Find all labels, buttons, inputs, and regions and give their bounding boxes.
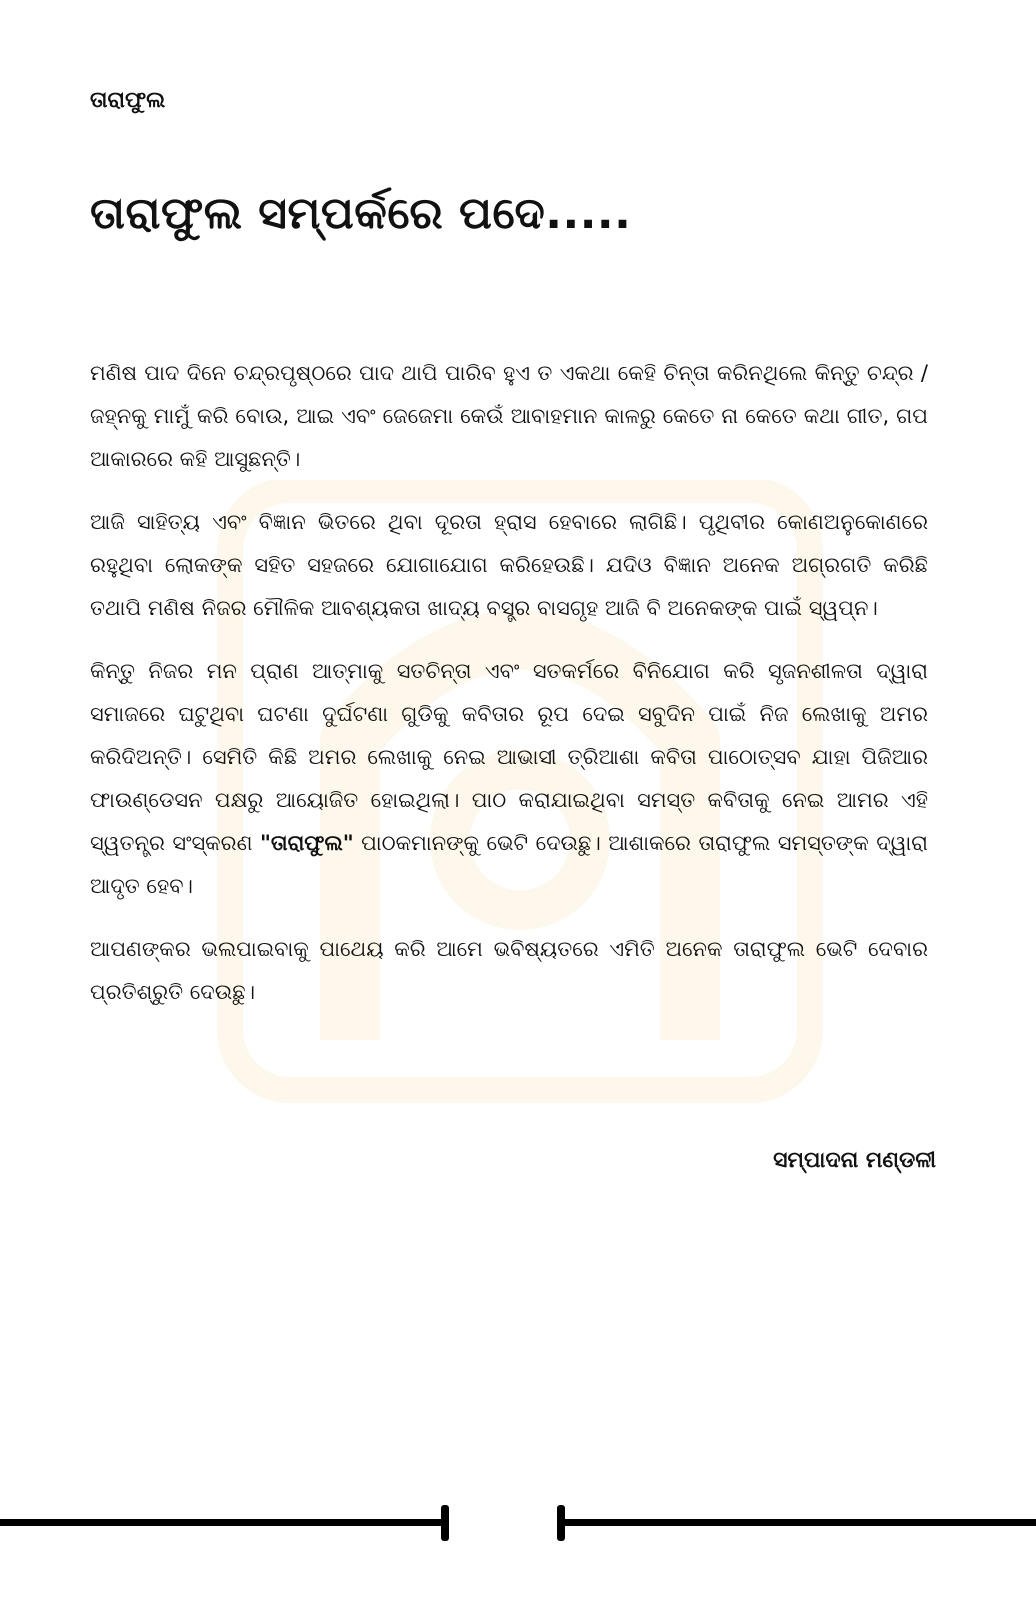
paragraph-3: [90, 650, 928, 908]
paragraph-4: ଆପଣଙ୍କର ଭଲପାଇବାକୁ ପାଥେୟ କରି ଆମେ ଭବିଷ୍ୟତରେ ଏମିତି ଅନେକ ତାରାଫୁଲ ଭେଟି ଦେବାର ପ୍ରତିଶ୍ରୁତି ଦେଉଛୁ।: [90, 937, 928, 1004]
footer-divider-rule-icon: [0, 1503, 1036, 1543]
paragraph-1: ମଣିଷ ପାଦ ଦିନେ ଚନ୍ଦ୍ରପୃଷ୍ଠରେ ପାଦ ଥାପି ପାରିବ ହୁଏ ତ ଏକଥା କେହି ଚିନ୍ତା କରିନଥିଲେ କିନ୍ତୁ ଚନ୍ଦ୍ର / ଜହ୍ନକୁ ମାମୁଁ କରି ବୋଉ, ଆଇ ଏବଂ ଜେଜେମା କେଉଁ ଆବାହମାନ କାଳରୁ କେତେ ନା କେତେ କଥା ଗୀତ, ଗପ ଆକାରରେ କହି ଆସୁଛନ୍ତି।: [90, 361, 928, 471]
page-title: ତାରାଫୁଲ ସମ୍ପର୍କରେ ପଦେ.....: [90, 188, 632, 239]
editorial-board-signature: ସମ୍ପାଦନା ମଣ୍ଡଳୀ: [773, 1148, 936, 1173]
article-body: [90, 352, 928, 1034]
paragraph-3-before: କିନ୍ତୁ ନିଜର ମନ ପ୍ରାଣ ଆତ୍ମାକୁ ସତଚିନ୍ତା ଏବଂ ସତକର୍ମରେ ବିନିଯୋଗ କରି ସୃଜନଶୀଳତା ଦ୍ୱାରା ସମାଜରେ ଘଟୁଥିବା ଘଟଣା ଦୁର୍ଘଟଣା ଗୁଡିକୁ କବିତାର ରୂପ ଦେଇ ସବୁଦିନ ପାଇଁ ନିଜ ଲେଖାକୁ ଅମର କରିଦିଅନ୍ତି। ସେମିତି କିଛି ଅମର ଲେଖାକୁ ନେଇ ଆଭାସୀ ତ୍ରିଆଶା କବିତା ପାଠୋତ୍ସବ ଯାହା ପିଜିଆର ଫାଉଣ୍ଡେସନ ପକ୍ଷରୁ ଆୟୋଜିତ ହୋଇଥିଲା। ପାଠ କରାଯାଇଥିବା ସମସ୍ତ କବିତାକୁ ନେଇ ଆମର ଏହି ସ୍ୱତନ୍ତ୍ର ସଂସ୍କରଣ: [90, 659, 928, 855]
running-title: ତାରାଫୁଲ: [90, 88, 166, 113]
book-name-emphasis: "ତାରାଫୁଲ": [259, 831, 354, 855]
paragraph-3-after: ପାଠକମାନଙ୍କୁ ଭେଟି ଦେଉଛୁ। ଆଶାକରେ ତାରାଫୁଲ ସମସ୍ତଙ୍କ ଦ୍ୱାରା ଆଦୃତ ହେବ।: [90, 831, 928, 898]
paragraph-2: ଆଜି ସାହିତ୍ୟ ଏବଂ ବିଜ୍ଞାନ ଭିତରେ ଥିବା ଦୂରତା ହ୍ରାସ ହେବାରେ ଲାଗିଛି। ପୃଥିବୀର କୋଣଅନୁକୋଣରେ ରହୁଥିବା ଲୋକଙ୍କ ସହିତ ସହଜରେ ଯୋଗାଯୋଗ କରିହେଉଛି। ଯଦିଓ ବିଜ୍ଞାନ ଅନେକ ଅଗ୍ରଗତି କରିଛି ତଥାପି ମଣିଷ ନିଜର ମୌଳିକ ଆବଶ୍ୟକତା ଖାଦ୍ୟ ବସ୍ତ୍ର ବାସଗୃହ ଆଜି ବି ଅନେକଙ୍କ ପାଇଁ ସ୍ୱପ୍ନ।: [90, 510, 928, 620]
